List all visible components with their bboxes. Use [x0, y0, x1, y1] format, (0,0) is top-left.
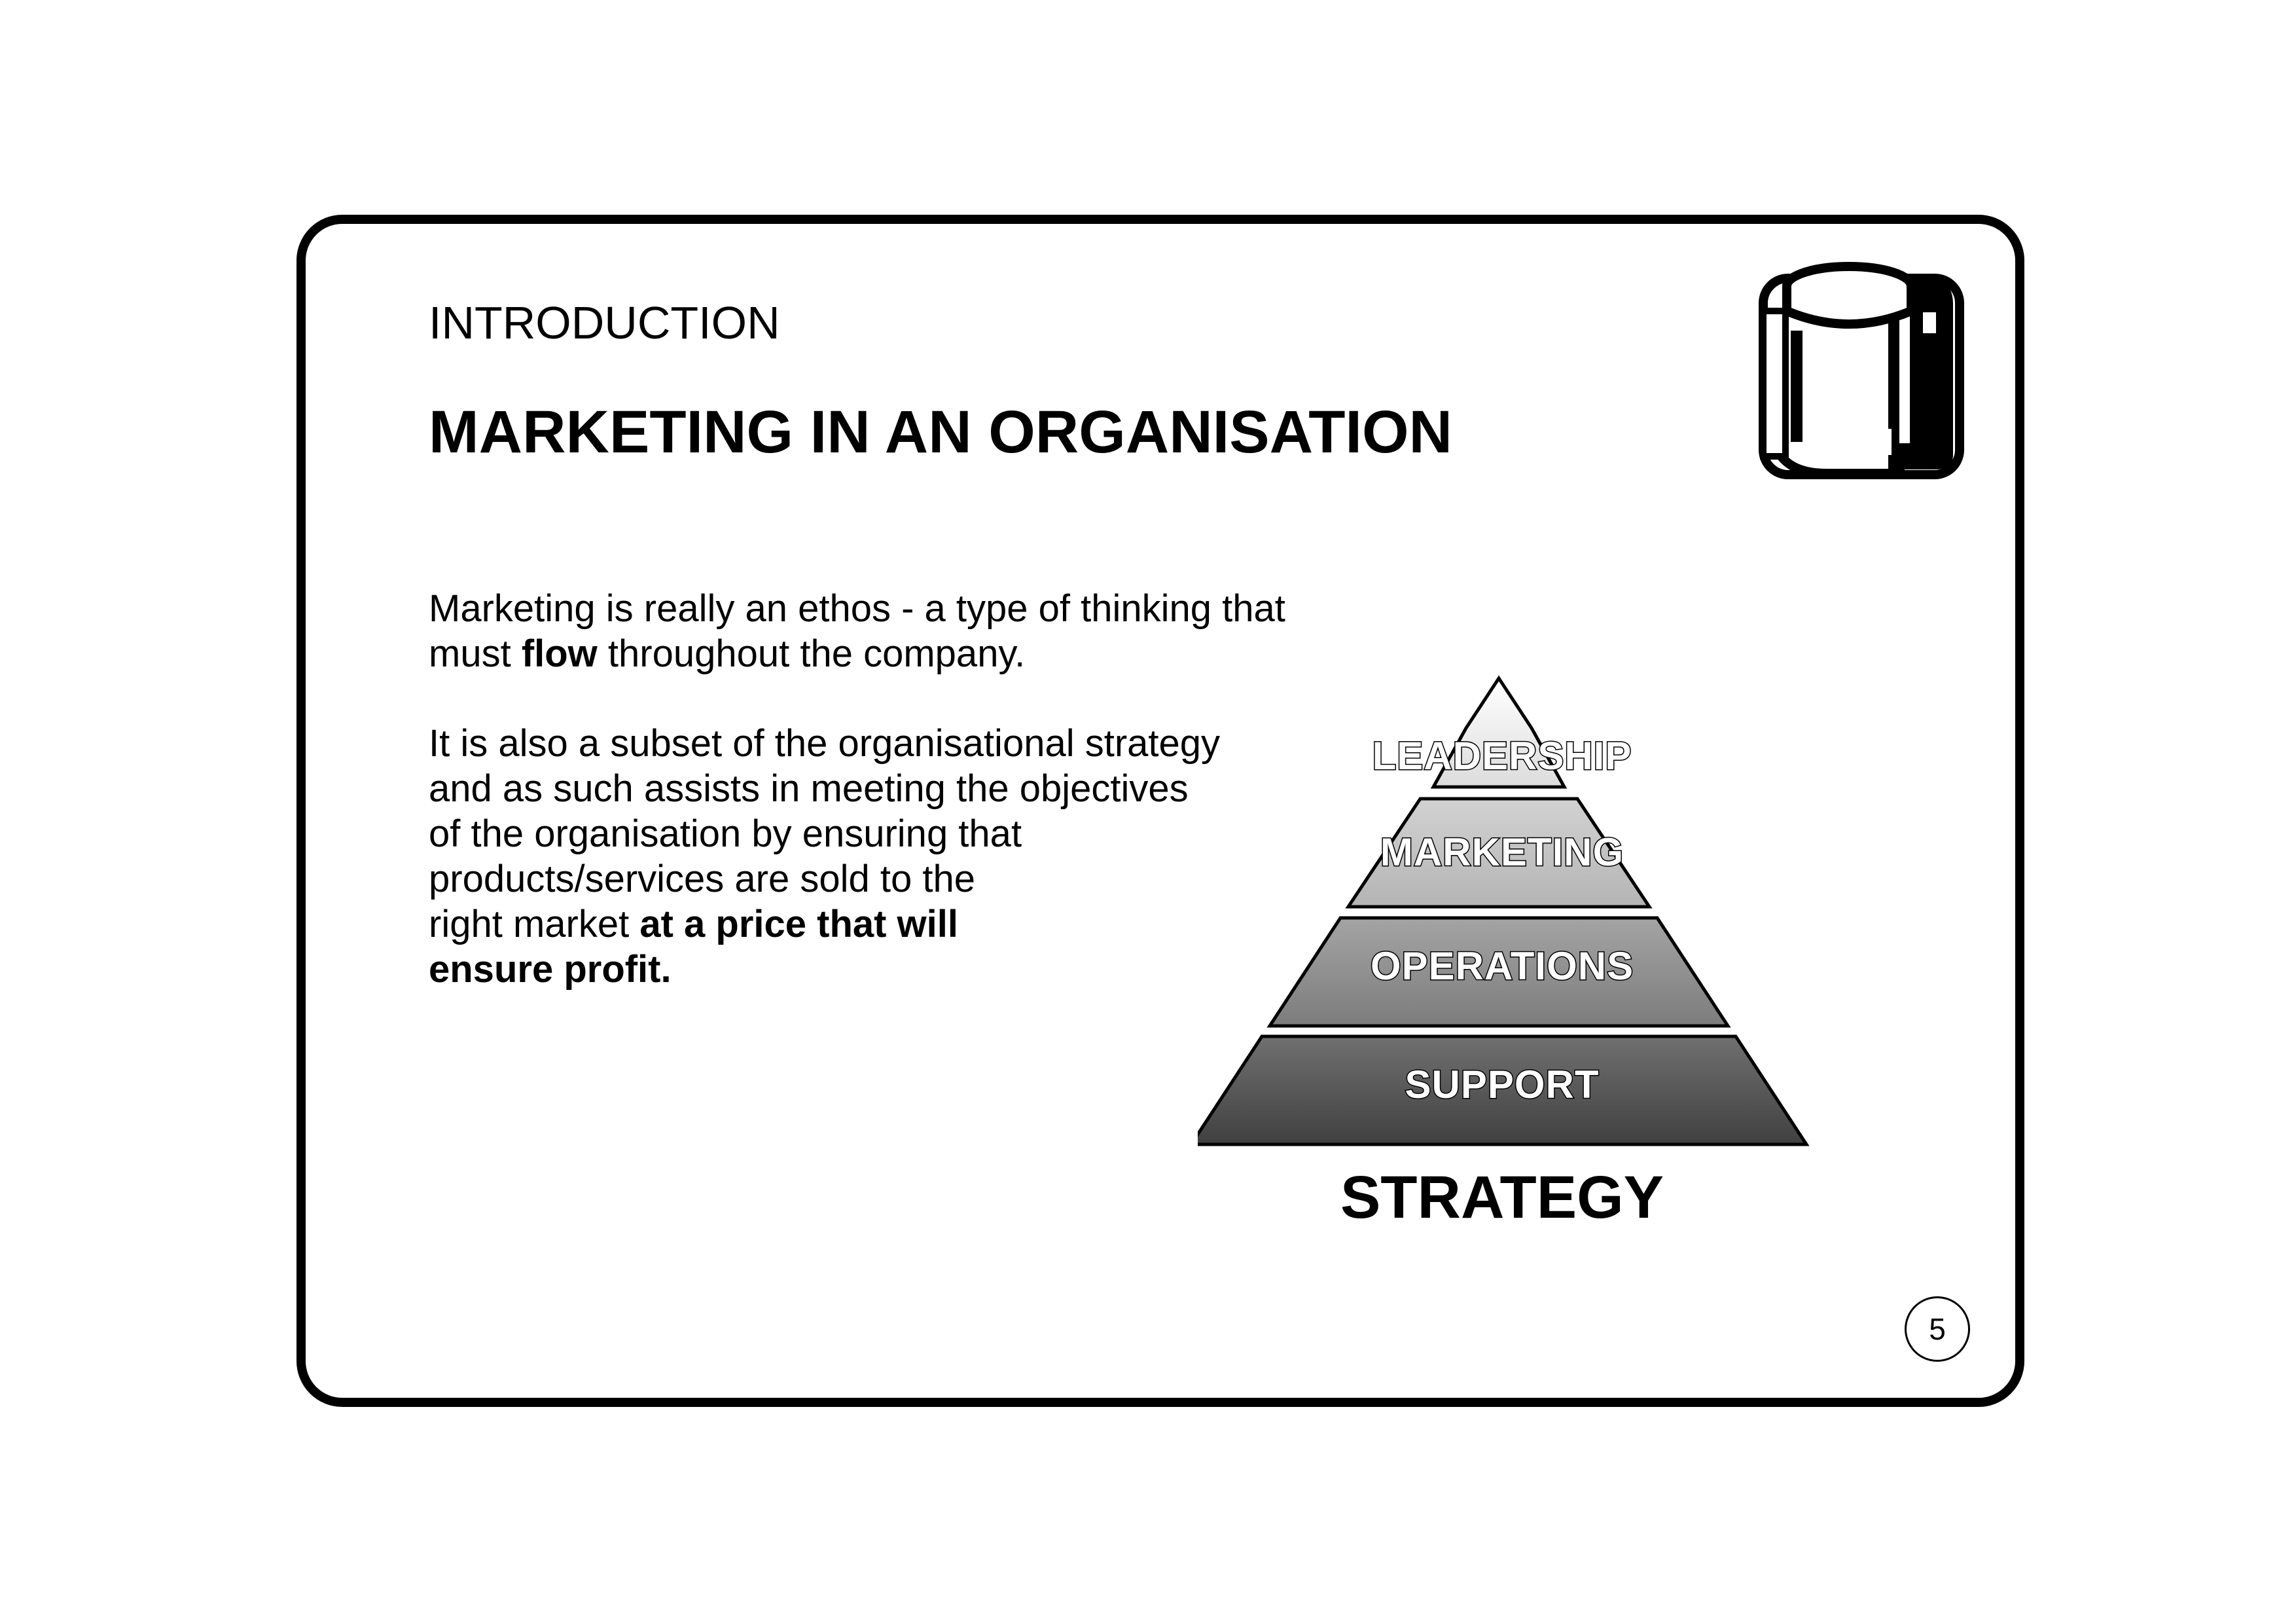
strategy-line-1: It is also a subset of the organisational strategy — [429, 722, 1221, 765]
intro-line-2 — [429, 631, 1345, 676]
intro-line-2-end: throughout the company. — [597, 632, 1026, 675]
intro-line-1: Marketing is really an ethos - a type of thinking that — [429, 587, 1285, 630]
strategy-paragraph — [429, 721, 1280, 992]
page-title: MARKETING IN AN ORGANISATION — [429, 399, 1452, 465]
pyramid-base-label: STRATEGY — [1340, 1164, 1664, 1231]
intro-paragraph — [429, 586, 1345, 676]
emphasis-profit: ensure profit. — [429, 948, 672, 991]
strategy-line-2: and as such assists in meeting the objectives — [429, 767, 1189, 810]
intro-line-2-start: must — [429, 632, 522, 675]
pyramid-label-support: SUPPORT — [1405, 1063, 1600, 1106]
emphasis-flow: flow — [521, 632, 598, 675]
page-number-badge — [1905, 1296, 1970, 1362]
book-icon — [1754, 259, 1970, 484]
pyramid-label-marketing: MARKETING — [1380, 830, 1624, 874]
strategy-line-5 — [429, 902, 1280, 947]
strategy-line-5-start: right market — [429, 903, 640, 945]
pyramid-label-leadership: LEADERSHIP — [1372, 734, 1632, 778]
emphasis-price: at a price that will — [639, 903, 959, 945]
section-label: INTRODUCTION — [429, 297, 780, 348]
strategy-line-3: of the organisation by ensuring that — [429, 812, 1022, 855]
pyramid-label-operations: OPERATIONS — [1370, 944, 1634, 988]
strategy-line-4: products/services are sold to the — [429, 858, 975, 900]
page-number: 5 — [1929, 1312, 1946, 1346]
strategy-pyramid — [1198, 674, 1813, 1237]
